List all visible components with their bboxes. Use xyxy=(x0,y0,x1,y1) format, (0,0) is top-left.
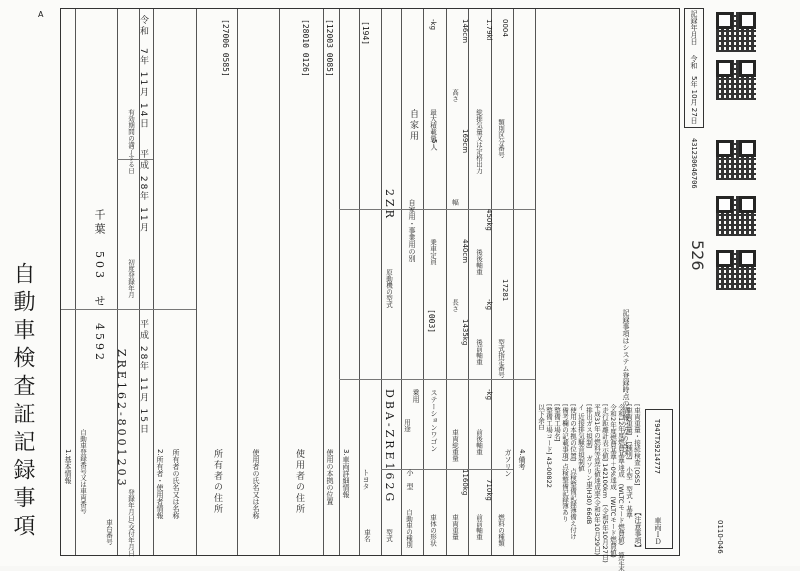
value-caution: 記録事項はシステム登録時点の情報となります xyxy=(622,309,630,456)
label-expiry-date: 有効期間の満了する日 xyxy=(127,109,135,174)
body-shape-code: [003] xyxy=(427,309,436,334)
qr-code-1 xyxy=(716,12,756,52)
remarks-line: [整備工場コード] 43-00822 xyxy=(545,404,553,488)
document-title: 自動車検査証記録事項 xyxy=(10,262,35,542)
value-rear-front-axle: -kg xyxy=(485,299,493,311)
value-registration-date: 平成 28年 11月 15日 xyxy=(138,319,148,435)
value-max-load: -kg xyxy=(429,19,437,31)
value-fuel-type: ガソリン xyxy=(504,449,512,477)
value-use: 乗用 xyxy=(412,389,420,403)
value-record-date: 令和 5年 10月 27日 xyxy=(690,55,698,124)
label-fuel-type: 燃料の種類 xyxy=(497,514,505,547)
label-base-location: 使用の本拠の位置 xyxy=(326,449,334,505)
value-registration-number: 千葉 503 せ 4592 xyxy=(93,209,106,363)
value-front-front-axle: 710kg xyxy=(485,479,493,501)
label-front-front-axle: 前前軸重 xyxy=(475,514,483,540)
label-body-shape: 車体の形状 xyxy=(429,514,437,547)
value-gross-weight: 1435kg xyxy=(461,319,469,346)
label-model: 型式 xyxy=(385,529,393,542)
handwritten-number: 526 xyxy=(688,240,707,271)
label-length: 長さ xyxy=(451,299,459,312)
remarks-line: [車両重量・接続検査 [OSS] xyxy=(633,404,641,486)
value-height: 146cm xyxy=(461,19,469,44)
section-remarks: 4.備考 xyxy=(518,449,526,470)
value-rear-rear-axle: 450kg xyxy=(485,209,493,231)
remarks-line: 令和12年度燃費基準達成 (WLTCモード燃費値) 算定末 xyxy=(617,404,625,571)
value-length: 440cm xyxy=(461,239,469,264)
form-code: 0110-046 xyxy=(716,520,724,554)
value-width: 169cm xyxy=(461,129,469,154)
user-address-code: [28010 0126] xyxy=(301,19,310,77)
label-rear-rear-axle: 後後軸重 xyxy=(475,249,483,275)
label-registration-date: 登録年月日/交付年月日 xyxy=(127,489,135,557)
label-owner-name: 所有者の氏名又は名称 xyxy=(172,449,180,519)
value-vehicle-kind: 小 型 xyxy=(406,469,414,490)
label-height: 高さ xyxy=(451,89,459,102)
value-model: DBA-ZRE162G xyxy=(383,389,396,505)
remarks-line: [排出ガス規制] ガソリン車(H30) 66dB xyxy=(585,404,593,525)
value-capacity: 5人 xyxy=(430,139,438,151)
owner-address-code: [27006 0585] xyxy=(221,19,230,77)
remarks-line: 以下余白 xyxy=(537,404,545,430)
value-type-number: 17281 xyxy=(501,279,509,302)
value-displacement: 1.79kl xyxy=(485,19,493,41)
label-vehicle-id: 車両ＩＤ xyxy=(654,517,662,545)
label-maker: 車名 xyxy=(363,529,371,542)
label-first-registration: 初度登録年月 xyxy=(127,259,135,298)
document-mark: A xyxy=(38,10,44,19)
value-chassis-number: ZRE162-8001203 xyxy=(115,349,128,489)
label-engine-model: 原動機の型式 xyxy=(385,269,393,308)
section-basic: 1.基本情報 xyxy=(64,449,72,484)
label-displacement: 総排気量又は定格出力 xyxy=(475,109,483,174)
value-engine-model: 2ZR xyxy=(383,189,396,221)
value-front-rear-axle: -kg xyxy=(485,389,493,401)
value-maker: トヨタ xyxy=(362,469,370,490)
base-location-code: [12003 0085] xyxy=(325,19,334,77)
label-max-load: 最大積載量 xyxy=(429,109,437,142)
value-private-use: 自家用 xyxy=(408,109,418,142)
label-rear-front-axle: 後前軸重 xyxy=(475,339,483,365)
label-vehicle-kind: 自動車の種別 xyxy=(405,509,413,548)
label-record-date: 記録年月日 xyxy=(690,10,698,45)
remarks-line: [走行距離計表示値] 142100km (令和5年10月27日) xyxy=(601,404,609,563)
value-category-number: 0004 xyxy=(501,19,509,37)
label-user-name: 使用者の氏名又は名称 xyxy=(252,449,260,519)
label-capacity: 乗車定員 xyxy=(429,239,437,265)
remarks-line: [備考欄の記載事項] 点検整備記録簿あり xyxy=(561,404,569,522)
label-gross-weight: 車両総重量 xyxy=(451,429,459,462)
label-category-number: 類別区分番号 xyxy=(497,119,505,158)
remarks-line: [使用の本拠の位置] 点検整備記録簿備え付け xyxy=(569,404,577,540)
label-owner-address: 所有者の住所 xyxy=(212,449,222,515)
section-owner-user: 2.所有者・使用者情報 xyxy=(156,449,164,519)
remarks-line: 令和2年度燃費基準＋0%達成 (WLTCモード燃費値) xyxy=(609,404,617,558)
label-caution: 【注意事項】 xyxy=(634,509,642,551)
qr-code-3 xyxy=(716,140,756,180)
section-vehicle: 3.車両詳細情報 xyxy=(342,449,350,498)
value-vehicle-id: T947TX9214777 xyxy=(653,419,661,474)
value-vehicle-weight: 1160kg xyxy=(461,469,469,496)
label-registration-number: 自動車登録番号又は車両番号 xyxy=(79,429,87,514)
label-front-rear-axle: 前後軸重 xyxy=(475,429,483,455)
document-serial: 431230646706 xyxy=(690,138,698,189)
value-first-registration: 平成 28年 11月 xyxy=(138,149,148,234)
label-chassis-number: 車台番号 xyxy=(105,519,113,545)
label-type-number: 型式指定番号 xyxy=(497,339,505,378)
certificate-form xyxy=(60,8,680,571)
value-body-shape: ステーションワゴン xyxy=(430,389,438,452)
qr-code-5 xyxy=(716,250,756,290)
label-user-address: 使用者の住所 xyxy=(294,449,304,515)
remarks-line: [車両重量] [種別] 小型 型式・基準 xyxy=(625,404,633,519)
label-width: 幅 xyxy=(451,199,459,206)
qr-code-4 xyxy=(716,196,756,236)
qr-code-2 xyxy=(716,60,756,100)
value-purpose: 自家用・事業用の別 xyxy=(408,199,416,262)
remarks-line: イ 近接排気騒音規制値 xyxy=(577,404,585,472)
value-expiry-date: 令和 7年 11月 14日 xyxy=(138,15,148,130)
label-use: 用途 xyxy=(403,419,411,432)
label-vehicle-weight: 車両重量 xyxy=(451,514,459,540)
remarks-line: 平成31年の燃料等算定値達成率(令和3年10月29日) xyxy=(593,404,601,556)
maker-code: [194] xyxy=(361,21,370,46)
remarks-line: [整備工場名] xyxy=(553,404,561,442)
